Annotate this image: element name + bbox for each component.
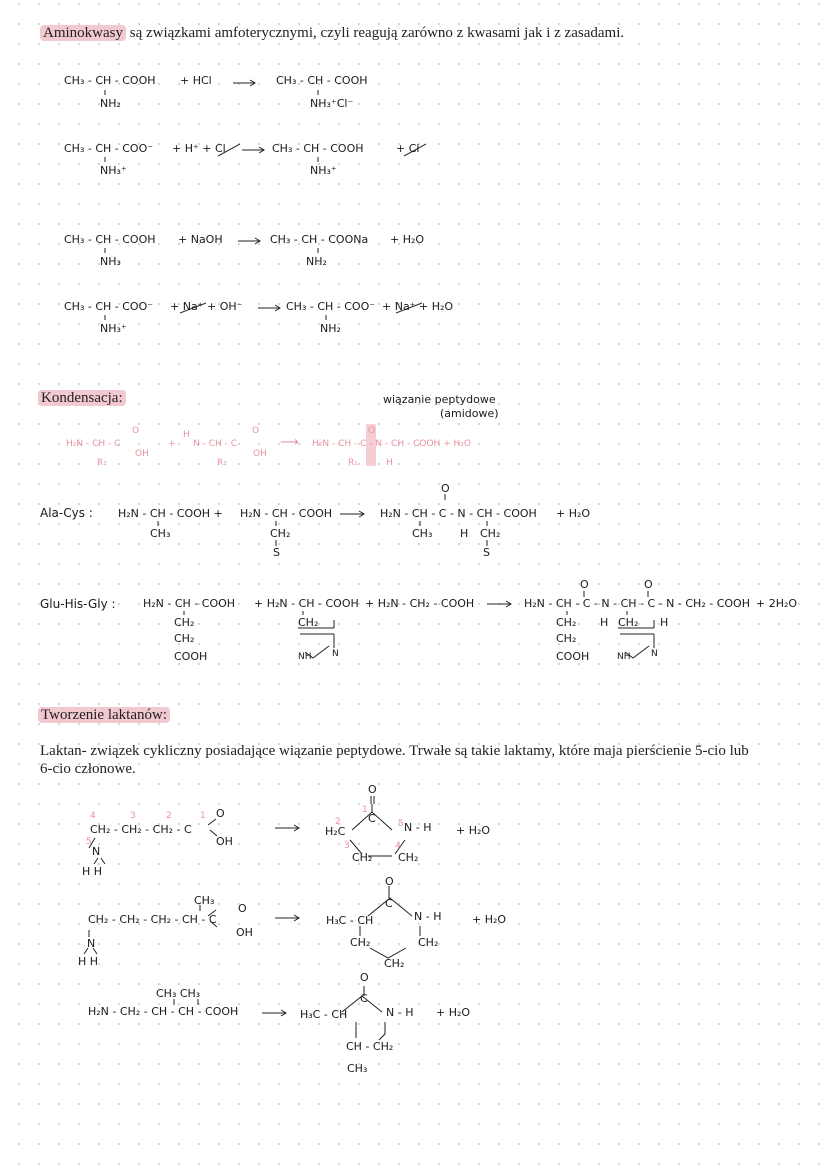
arrow-r3 bbox=[238, 238, 260, 244]
r2-right-sub: NH₃⁺ bbox=[310, 164, 337, 177]
r4-left: CH₃ - CH - COO⁻ bbox=[64, 300, 154, 313]
ala-cys-prod-o: O bbox=[441, 482, 450, 495]
arrow-glu-his-gly bbox=[487, 601, 511, 607]
l3-ring-top: C bbox=[360, 992, 368, 1005]
l3-chain: H₂N - CH₂ - CH - CH - COOH bbox=[88, 1005, 239, 1018]
l3-water: + H₂O bbox=[436, 1006, 471, 1019]
l3-ring-o: O bbox=[360, 971, 369, 984]
r2-right: CH₃ - CH - COOH bbox=[272, 142, 364, 155]
ghg-prod-h2: H bbox=[660, 616, 669, 629]
arrow-l3 bbox=[262, 1010, 286, 1016]
l1-o: O bbox=[216, 807, 225, 820]
r2-left-sub: NH₃⁺ bbox=[100, 164, 127, 177]
r2-left: CH₃ - CH - COO⁻ bbox=[64, 142, 154, 155]
l3-ring-right: N - H bbox=[386, 1006, 414, 1019]
cond-arrow: ⟶ bbox=[280, 435, 299, 450]
lactam-definition: Laktan- związek cykliczny posiadające wiązanie peptydowe. Trwałe są takie laktamy, które maja pierścienie 5-cio lub 6-cio członowe. bbox=[40, 743, 749, 777]
cond-product-o: O bbox=[368, 426, 376, 436]
l2-ring-bl: CH₂ bbox=[350, 936, 371, 949]
ala-cys-prod-sub-s: S bbox=[483, 546, 490, 559]
ghg-prod-sub-2: COOH bbox=[556, 650, 590, 663]
l1-ring-o: O bbox=[368, 783, 377, 796]
l2-water: + H₂O bbox=[472, 913, 507, 926]
ghg-m1-sub-0: CH₂ bbox=[174, 616, 195, 629]
r4-right-sub: NH₂ bbox=[320, 322, 341, 335]
r1-right: CH₃ - CH - COOH bbox=[276, 74, 368, 87]
ala-cys-m2-sub2: S bbox=[273, 546, 280, 559]
l2-o: O bbox=[238, 902, 247, 915]
r1-left-sub: NH₂ bbox=[100, 97, 121, 110]
ghg-prod-ring-nh: NH bbox=[617, 652, 631, 662]
l1-ring-num-5: 5 bbox=[398, 819, 404, 829]
cond-left2: N - CH - C bbox=[193, 439, 238, 449]
arrow-l1 bbox=[275, 825, 299, 831]
ala-cys-m2-sub1: CH₂ bbox=[270, 527, 291, 540]
ala-cys-prod: H₂N - CH - C - N - CH - COOH bbox=[380, 507, 537, 520]
l1-ring-bl: CH₂ bbox=[352, 851, 373, 864]
l1-water: + H₂O bbox=[456, 824, 491, 837]
cond-left2-oh: OH bbox=[253, 449, 267, 459]
l2-top: CH₃ bbox=[194, 894, 215, 907]
l1-ring-top: C bbox=[368, 812, 376, 825]
l1-oh: OH bbox=[216, 835, 233, 848]
ghg-m2-ring-nh: NH bbox=[298, 652, 312, 662]
r3-left-sub: NH₃ bbox=[100, 255, 121, 268]
l2-hh: H H bbox=[78, 955, 99, 968]
arrow-r4 bbox=[258, 305, 280, 311]
cond-product-h: H bbox=[386, 458, 393, 468]
ghg-m2-sub: CH₂ bbox=[298, 616, 319, 629]
ghg-prod-sub-1: CH₂ bbox=[556, 632, 577, 645]
l2-chain: CH₂ - CH₂ - CH₂ - CH - C bbox=[88, 913, 217, 926]
ghg-label: Glu-His-Gly : bbox=[40, 597, 116, 611]
l1-ring-num-4: 4 bbox=[395, 841, 401, 851]
ghg-prod-o2: O bbox=[644, 578, 653, 591]
r4-plus: + Na⁺ + OH⁻ bbox=[170, 300, 243, 313]
l1-chain: CH₂ - CH₂ - CH₂ - C bbox=[90, 823, 192, 836]
l3-ring-bot-sub: CH₃ bbox=[347, 1062, 368, 1075]
r4-right: CH₃ - CH - COO⁻ bbox=[286, 300, 376, 313]
l2-ring-left: H₃C - CH bbox=[326, 914, 374, 927]
lactams-heading: Tworzenie laktanów: bbox=[38, 707, 170, 723]
l2-ring-o: O bbox=[385, 875, 394, 888]
r4-left-sub: NH₃⁺ bbox=[100, 322, 127, 335]
ghg-prod-o1: O bbox=[580, 578, 589, 591]
cond-o2: O bbox=[252, 426, 260, 436]
l1-num-5: 5 bbox=[86, 837, 92, 847]
intro-rest: są związkami amfoterycznymi, czyli reagują zarówno z kwasami jak i z zasadami. bbox=[126, 25, 625, 41]
cond-left1: H₂N - CH - C bbox=[66, 439, 121, 449]
l2-ring-br: CH₂ bbox=[418, 936, 439, 949]
cond-product: H₂N - CH - C - N - CH - COOH + H₂O bbox=[312, 439, 472, 449]
intro-term: Aminokwasy bbox=[40, 25, 126, 41]
l3-ring-left: H₃C - CH bbox=[300, 1008, 348, 1021]
l1-ring-num-2: 2 bbox=[335, 817, 341, 827]
r3-tail: + H₂O bbox=[390, 233, 425, 246]
cond-h: H bbox=[183, 430, 190, 440]
condensation-heading: Kondensacja: bbox=[38, 390, 126, 406]
r3-right-sub: NH₂ bbox=[306, 255, 327, 268]
ghg-water: + 2H₂O bbox=[756, 597, 798, 610]
l1-n: N bbox=[92, 845, 101, 858]
l1-num-4: 4 bbox=[90, 811, 96, 821]
ala-cys-prod-sub-b: CH₂ bbox=[480, 527, 501, 540]
l1-num-2: 2 bbox=[166, 811, 172, 821]
l1-ring-num-1: 1 bbox=[362, 805, 368, 815]
ghg-prod-h1: H bbox=[600, 616, 609, 629]
arrow-ala-cys bbox=[340, 511, 364, 517]
l3-top: CH₃ CH₃ bbox=[156, 987, 201, 1000]
l2-n: N bbox=[87, 937, 96, 950]
ala-cys-prod-sub-h: H bbox=[460, 527, 469, 540]
lactams-heading-wrap bbox=[38, 707, 170, 724]
r3-plus: + NaOH bbox=[178, 233, 223, 246]
l1-ring-right: N - H bbox=[404, 821, 432, 834]
ala-cys-prod-sub-a: CH₃ bbox=[412, 527, 433, 540]
peptide-bond-note-2: (amidowe) bbox=[440, 407, 499, 420]
r1-right-sub: NH₃⁺Cl⁻ bbox=[310, 97, 354, 110]
l2-ring-bot: CH₂ bbox=[384, 957, 405, 970]
r2-plus: + H⁺ + Cl bbox=[172, 142, 226, 155]
ghg-prod-ring-n: N bbox=[651, 649, 658, 659]
ala-cys-m1: H₂N - CH - COOH + bbox=[118, 507, 223, 520]
ghg-m2: + H₂N - CH - COOH bbox=[254, 597, 359, 610]
ala-cys-m2: H₂N - CH - COOH bbox=[240, 507, 333, 520]
condensation-heading-wrap bbox=[38, 390, 126, 407]
ala-cys-water: + H₂O bbox=[556, 507, 591, 520]
ghg-m1-sub-2: COOH bbox=[174, 650, 208, 663]
cond-product-r: R₁ bbox=[348, 458, 358, 468]
ghg-prod-ch2: CH₂ bbox=[618, 616, 639, 629]
ala-cys-m1-sub: CH₃ bbox=[150, 527, 171, 540]
ghg-m2-ring-n: N bbox=[332, 649, 339, 659]
l1-hh: H H bbox=[82, 865, 103, 878]
cond-left1-oh: OH bbox=[135, 449, 149, 459]
r4-tail: + Na⁺ + H₂O bbox=[382, 300, 454, 313]
l2-oh: OH bbox=[236, 926, 253, 939]
ala-cys-label: Ala-Cys : bbox=[40, 506, 93, 520]
l1-num-3: 3 bbox=[130, 811, 136, 821]
r2-tail: + Cl bbox=[396, 142, 420, 155]
r3-left: CH₃ - CH - COOH bbox=[64, 233, 156, 246]
cond-left1-r: R₁ bbox=[97, 458, 107, 468]
cond-left2-r: R₂ bbox=[217, 458, 227, 468]
l2-ring-right: N - H bbox=[414, 910, 442, 923]
ghg-m1: H₂N - CH - COOH bbox=[143, 597, 236, 610]
l1-ring-num-3: 3 bbox=[344, 841, 350, 851]
l2-ring-top: C bbox=[385, 897, 393, 910]
ghg-m3: + H₂N - CH₂ - COOH bbox=[365, 597, 475, 610]
arrow-l2 bbox=[275, 915, 299, 921]
l1-ring-br: CH₂ bbox=[398, 851, 419, 864]
l3-ring-bot: CH - CH₂ bbox=[346, 1040, 394, 1053]
ghg-prod: H₂N - CH - C - N - CH - C - N - CH₂ - COOH bbox=[524, 597, 750, 610]
cond-o1: O bbox=[132, 426, 140, 436]
arrow-r1 bbox=[233, 80, 255, 86]
l1-ring-left: H₂C bbox=[325, 825, 346, 838]
peptide-bond-note-1: wiązanie peptydowe bbox=[383, 393, 496, 406]
l1-num-1: 1 bbox=[200, 811, 206, 821]
r1-plus: + HCl bbox=[180, 74, 212, 87]
cond-plus: + bbox=[168, 439, 176, 449]
arrow-r2 bbox=[242, 147, 264, 153]
r1-left: CH₃ - CH - COOH bbox=[64, 74, 156, 87]
ghg-prod-sub-0: CH₂ bbox=[556, 616, 577, 629]
r3-right: CH₃ - CH - COONa bbox=[270, 233, 369, 246]
ghg-m1-sub-1: CH₂ bbox=[174, 632, 195, 645]
